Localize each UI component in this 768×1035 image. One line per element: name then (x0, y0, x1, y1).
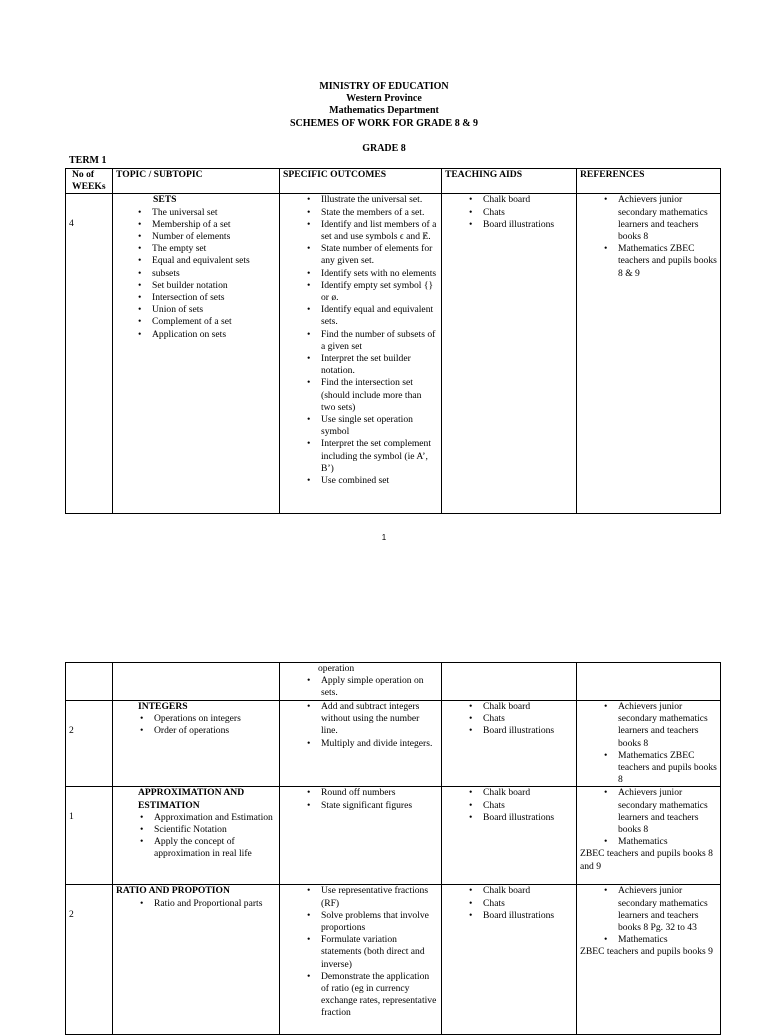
grade-heading: GRADE 8 (362, 143, 406, 154)
outcome-item: • Find the intersection set (should include more than two sets) (321, 377, 438, 414)
subtopic-item: • Set builder notation (152, 280, 276, 292)
ministry-title: MINISTRY OF EDUCATION (319, 81, 449, 92)
col-header-aids: TEACHING AIDS (442, 169, 577, 194)
outcome-item: • Identify sets with no elements (321, 268, 438, 280)
table-row-sets (66, 194, 721, 514)
reference-item: • Mathematics ZBEC teachers and pupils books 8 (618, 750, 717, 787)
outcome-item: • Round off numbers (321, 787, 438, 799)
outcomes-cell (280, 787, 442, 885)
outcome-item: • Interpret the set complement including the symbol (ie A’, B’) (321, 438, 438, 475)
outcomes-cell (280, 663, 442, 701)
document-header (0, 81, 768, 130)
aid-item: • Chats (483, 713, 573, 725)
aid-item: • Chalk board (483, 194, 573, 206)
topic-title: RATIO AND PROPOTION (116, 885, 230, 897)
aid-item: • Board illustrations (483, 910, 573, 922)
topic-cell (113, 701, 280, 787)
subtopic-item: • Order of operations (154, 725, 276, 737)
aid-item: • Board illustrations (483, 219, 573, 231)
weeks-cell: 1 (66, 787, 113, 885)
subtopic-item: • Intersection of sets (152, 292, 276, 304)
document-page-2 (0, 662, 768, 1024)
reference-item: • Mathematics (618, 934, 717, 946)
reference-item: • Achievers junior secondary mathematics learners and teachers books 8 (618, 194, 717, 243)
subtopic-item: • Apply the concept of approximation in real life (154, 836, 276, 860)
table-row-approximation (66, 787, 721, 885)
table-row-integers (66, 701, 721, 787)
outcome-item: • Use single set operation symbol (321, 414, 438, 438)
topic-title: SETS (153, 194, 177, 206)
topic-title: APPROXIMATION AND ESTIMATION (138, 787, 245, 811)
term-heading: TERM 1 (69, 155, 107, 166)
reference-tail: ZBEC teachers and pupils books 8 and 9 (580, 848, 713, 872)
outcome-item: • Identify and list members of a set and use symbols ϵ and Ɇ. (321, 219, 438, 243)
references-cell (577, 663, 721, 701)
subtopic-item: • The empty set (152, 243, 276, 255)
outcome-continuation: operation (318, 663, 355, 674)
subtopic-item: • The universal set (152, 207, 276, 219)
reference-item: • Mathematics (618, 836, 717, 848)
aid-item: • Chats (483, 207, 573, 219)
outcome-item: • Interpret the set builder notation. (321, 353, 438, 377)
aid-item: • Chalk board (483, 701, 573, 713)
reference-item: • Achievers junior secondary mathematics learners and teachers books 8 Pg. 32 to 43 (618, 885, 717, 934)
table-row-ratio (66, 885, 721, 1035)
aid-item: • Chats (483, 800, 573, 812)
aid-item: • Chalk board (483, 885, 573, 897)
references-cell (577, 885, 721, 1035)
outcome-item: • Identify equal and equivalent sets. (321, 304, 438, 328)
weeks-cell: 2 (66, 885, 113, 1035)
subtopic-item: • subsets (152, 268, 276, 280)
scheme-title: SCHEMES OF WORK FOR GRADE 8 & 9 (289, 117, 479, 129)
aids-cell (442, 701, 577, 787)
outcomes-cell (280, 701, 442, 787)
outcome-item: • Add and subtract integers without using the number line. (321, 701, 438, 738)
outcome-item: • State number of elements for any given set. (321, 243, 438, 267)
aids-cell (442, 194, 577, 514)
outcome-item: • Solve problems that involve proportions (321, 910, 438, 934)
references-cell (577, 194, 721, 514)
topic-cell (113, 663, 280, 701)
subtopic-item: • Number of elements (152, 231, 276, 243)
outcome-item: • Illustrate the universal set. (321, 194, 438, 206)
subtopic-item: • Approximation and Estimation (154, 812, 276, 824)
topic-title: INTEGERS (138, 701, 188, 712)
aid-item: • Board illustrations (483, 812, 573, 824)
col-header-weeks: No of WEEKs (66, 169, 113, 194)
department-title: Mathematics Department (329, 105, 439, 117)
aid-item: • Chats (483, 898, 573, 910)
topic-cell (113, 787, 280, 885)
weeks-cell: 2 (66, 701, 113, 787)
weeks-cell: 4 (66, 194, 113, 514)
table-row-continuation (66, 663, 721, 701)
page-number: 1 (381, 533, 387, 542)
reference-tail: ZBEC teachers and pupils books 9 (580, 946, 713, 958)
outcome-item: • Apply simple operation on sets. (321, 675, 438, 699)
aid-item: • Board illustrations (483, 725, 573, 737)
subtopic-item: • Operations on integers (154, 713, 276, 725)
outcome-item: • Use combined set (321, 475, 438, 487)
aid-item: • Chalk board (483, 787, 573, 799)
weeks-cell (66, 663, 113, 701)
aids-cell (442, 885, 577, 1035)
subtopic-item: • Ratio and Proportional parts (154, 898, 276, 910)
topic-cell (113, 194, 280, 514)
outcomes-cell (280, 885, 442, 1035)
references-cell (577, 701, 721, 787)
outcomes-cell (280, 194, 442, 514)
reference-item: • Achievers junior secondary mathematics learners and teachers books 8 (618, 787, 717, 836)
aids-cell (442, 787, 577, 885)
outcome-item: • Use representative fractions (RF) (321, 885, 438, 909)
subtopic-item: • Equal and equivalent sets (152, 255, 276, 267)
reference-item: • Achievers junior secondary mathematics learners and teachers books 8 (618, 701, 717, 750)
subtopic-item: • Membership of a set (152, 219, 276, 231)
aids-cell (442, 663, 577, 701)
scheme-table-page-1 (65, 168, 721, 514)
outcome-item: • Find the number of subsets of a given set (321, 329, 438, 353)
outcome-item: • Multiply and divide integers. (321, 738, 438, 750)
outcome-item: • Identify empty set symbol {} or ø. (321, 280, 438, 304)
col-header-outcomes: SPECIFIC OUTCOMES (280, 169, 442, 194)
references-cell (577, 787, 721, 885)
topic-cell (113, 885, 280, 1035)
outcome-item: • State the members of a set. (321, 207, 438, 219)
col-header-references: REFERENCES (577, 169, 721, 194)
scheme-table-page-2 (65, 662, 721, 1035)
subtopic-item: • Application on sets (152, 329, 276, 341)
col-header-topic: TOPIC / SUBTOPIC (113, 169, 280, 194)
subtopic-item: • Scientific Notation (154, 824, 276, 836)
subtopic-item: • Union of sets (152, 304, 276, 316)
table-header-row (66, 169, 721, 194)
outcome-item: • State significant figures (321, 800, 438, 812)
reference-item: • Mathematics ZBEC teachers and pupils books 8 & 9 (618, 243, 717, 280)
subtopic-item: • Complement of a set (152, 316, 276, 328)
province-title: Western Province (346, 93, 422, 105)
page-gap (0, 560, 768, 660)
outcome-item: • Formulate variation statements (both direct and inverse) (321, 934, 438, 971)
outcome-item: • Demonstrate the application of ratio (eg in currency exchange rates, representative fraction (321, 971, 438, 1020)
